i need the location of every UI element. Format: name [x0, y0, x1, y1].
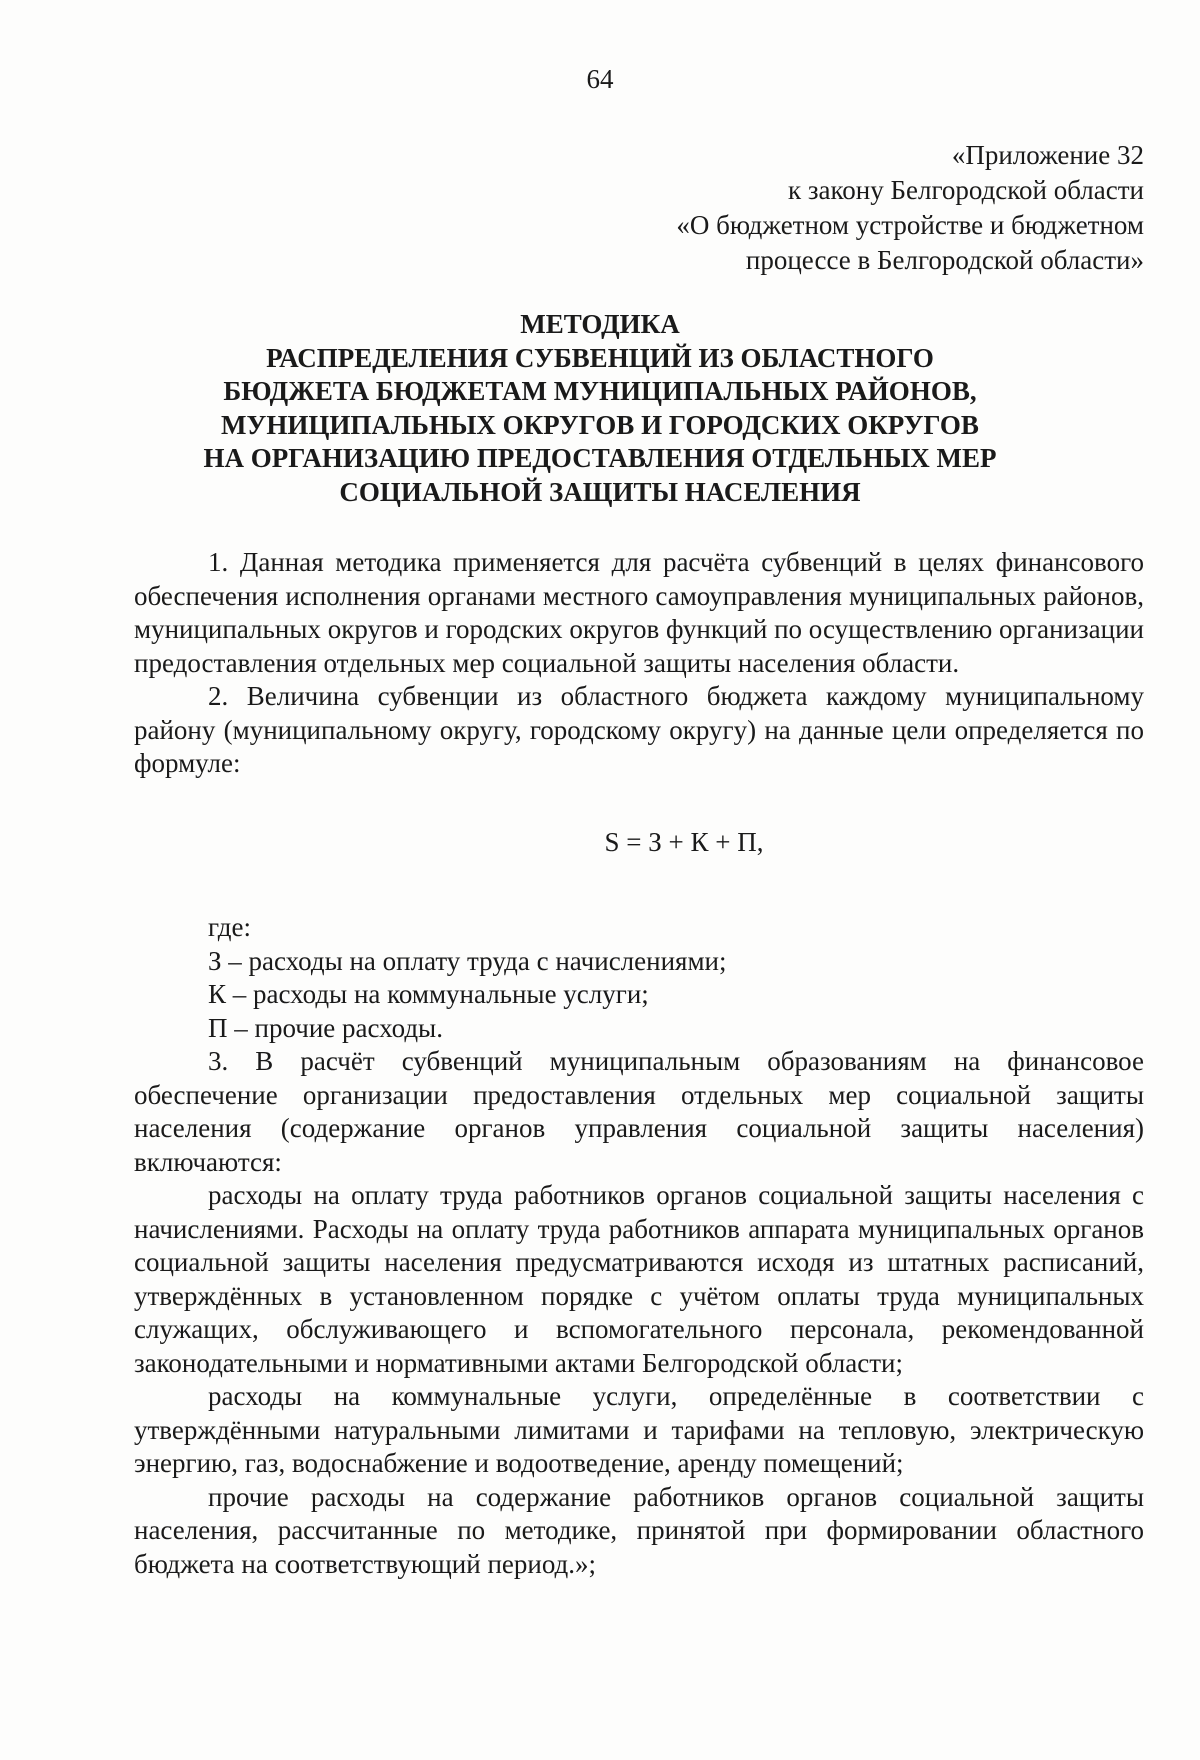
title-line: РАСПРЕДЕЛЕНИЯ СУБВЕНЦИЙ ИЗ ОБЛАСТНОГО	[266, 342, 934, 373]
document-title	[0, 308, 1200, 509]
title-line: МУНИЦИПАЛЬНЫХ ОКРУГОВ И ГОРОДСКИХ ОКРУГОВ	[221, 409, 979, 440]
paragraph-1: 1. Данная методика применяется для расчёта субвенций в целях финансового обеспечения исполнения органами местного самоуправления муниципальных районов, муниципальных округов и городских округов функций по осуществлению организации предоставления отдельных мер социальной защиты населения области.	[134, 547, 1144, 678]
paragraph-3: 3. В расчёт субвенций муниципальным образованиям на финансовое обеспечение организации предоставления отдельных мер социальной защиты населения (содержание органов управления социальной защиты населения) включаются:	[134, 1046, 1144, 1177]
appendix-header	[676, 138, 1144, 278]
definition-salary: З – расходы на оплату труда с начислениями;	[208, 945, 727, 976]
title-line: БЮДЖЕТА БЮДЖЕТАМ МУНИЦИПАЛЬНЫХ РАЙОНОВ,	[223, 376, 977, 406]
appendix-line: к закону Белгородской области	[788, 175, 1144, 205]
page-number: 64	[586, 64, 614, 94]
appendix-line: «О бюджетном устройстве и бюджетном	[676, 210, 1144, 240]
title-line: НА ОРГАНИЗАЦИЮ ПРЕДОСТАВЛЕНИЯ ОТДЕЛЬНЫХ МЕР	[203, 443, 997, 473]
paragraph-other-expenses: прочие расходы на содержание работников органов социальной защиты населения, рассчитанные по методике, принятой при формировании областного бюджета на соответствующий период.»;	[134, 1481, 1144, 1579]
paragraph-2: 2. Величина субвенции из областного бюджета каждому муниципальному району (муниципальному округу, городскому округу) на данные цели определяется по формуле:	[134, 681, 1144, 778]
definition-other: П – прочие расходы.	[208, 1012, 443, 1043]
where-label: где:	[208, 912, 251, 942]
title-line: СОЦИАЛЬНОЙ ЗАЩИТЫ НАСЕЛЕНИЯ	[339, 476, 861, 507]
document-body	[134, 546, 1144, 1581]
appendix-line: процессе в Белгородской области»	[745, 245, 1144, 275]
formula: S = З + К + П,	[604, 826, 764, 857]
paragraph-utility-expenses: расходы на коммунальные услуги, определённые в соответствии с утверждёнными натуральными лимитами и тарифами на тепловую, электрическую энергию, газ, водоснабжение и водоотведение, аренду помещений;	[134, 1381, 1144, 1478]
definition-utilities: К – расходы на коммунальные услуги;	[208, 979, 649, 1009]
title-line: МЕТОДИКА	[520, 309, 680, 339]
appendix-line: «Приложение 32	[951, 140, 1144, 170]
paragraph-salary-expenses: расходы на оплату труда работников органов социальной защиты населения с начислениями. Расходы на оплату труда работников аппарата муниципальных органов социальной защиты населения предусматриваются исходя из штатных расписаний, утверждённых в установленном порядке с учётом оплаты труда муниципальных служащих, обслуживающего и вспомогательного персонала, рекомендованной законодательными и нормативными актами Белгородской области;	[134, 1180, 1144, 1378]
